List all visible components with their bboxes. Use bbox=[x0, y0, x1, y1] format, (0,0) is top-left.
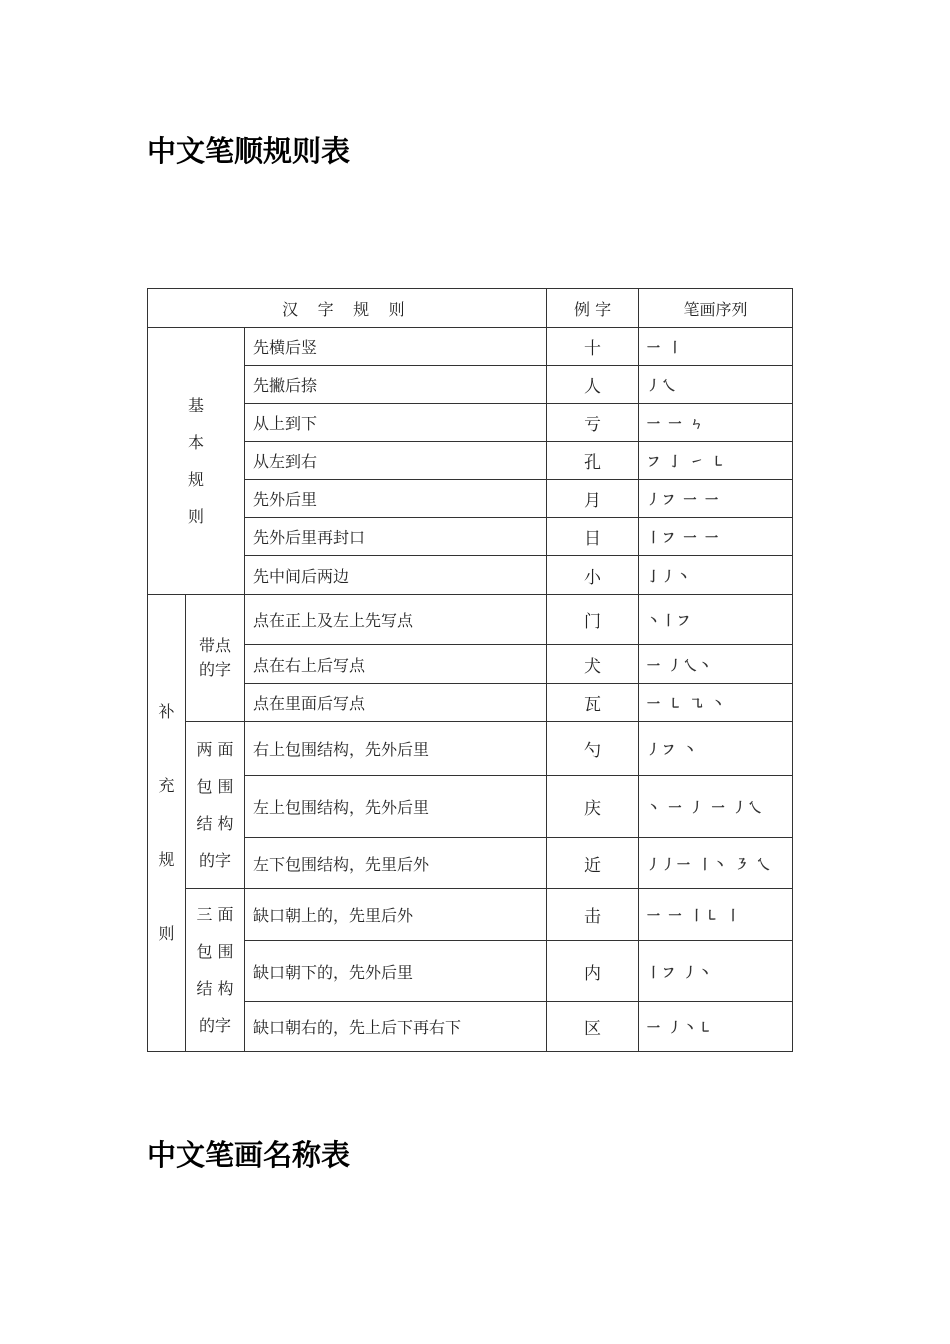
table-row bbox=[148, 645, 793, 684]
table-row bbox=[148, 404, 793, 442]
example-cell: 区 bbox=[547, 1002, 639, 1052]
header-rule: 汉 字 规 则 bbox=[148, 289, 547, 328]
rule-cell: 先外后里再封口 bbox=[245, 518, 547, 556]
sequence-cell: 一 丿乀丶 bbox=[639, 645, 793, 684]
example-cell: 勺 bbox=[547, 722, 639, 776]
rule-cell: 先横后竖 bbox=[245, 328, 547, 366]
sequence-cell: 丿丿一 丨丶 ㇋ 乀 bbox=[639, 838, 793, 889]
rule-cell: 点在正上及左上先写点 bbox=[245, 595, 547, 645]
group-label-supplementary: 补 充 规 则 bbox=[148, 595, 186, 1052]
table-row bbox=[148, 595, 793, 645]
example-cell: 人 bbox=[547, 366, 639, 404]
rule-cell: 点在右上后写点 bbox=[245, 645, 547, 684]
sequence-cell: 丨フ 丿丶 bbox=[639, 941, 793, 1002]
rule-cell: 从上到下 bbox=[245, 404, 547, 442]
table-row bbox=[148, 722, 793, 776]
sequence-cell: 一 丨 bbox=[639, 328, 793, 366]
table-row bbox=[148, 480, 793, 518]
sequence-cell: フ 亅 ㇀ ㇄ bbox=[639, 442, 793, 480]
sequence-cell: 亅丿丶 bbox=[639, 556, 793, 595]
table-row bbox=[148, 442, 793, 480]
table-header-row bbox=[148, 289, 793, 328]
rule-cell: 右上包围结构，先外后里 bbox=[245, 722, 547, 776]
table-row bbox=[148, 366, 793, 404]
rule-cell: 缺口朝下的，先外后里 bbox=[245, 941, 547, 1002]
table-row bbox=[148, 776, 793, 838]
group-label-basic: 基 本 规 则 bbox=[148, 328, 245, 595]
example-cell: 近 bbox=[547, 838, 639, 889]
subgroup-label-three-side: 三 面 包 围 结 构 的字 bbox=[186, 889, 245, 1052]
rule-cell: 缺口朝右的，先上后下再右下 bbox=[245, 1002, 547, 1052]
rule-cell: 从左到右 bbox=[245, 442, 547, 480]
rule-cell: 先外后里 bbox=[245, 480, 547, 518]
example-cell: 内 bbox=[547, 941, 639, 1002]
sequence-cell: 一 丿丶㇄ bbox=[639, 1002, 793, 1052]
page-title: 中文笔顺规则表 bbox=[147, 134, 351, 168]
rule-cell: 缺口朝上的，先里后外 bbox=[245, 889, 547, 941]
header-sequence: 笔画序列 bbox=[639, 289, 793, 328]
example-cell: 门 bbox=[547, 595, 639, 645]
rule-cell: 左上包围结构，先外后里 bbox=[245, 776, 547, 838]
sequence-cell: 一 ㇄ ㇈ 丶 bbox=[639, 684, 793, 722]
table-row bbox=[148, 889, 793, 941]
example-cell: 十 bbox=[547, 328, 639, 366]
example-cell: 小 bbox=[547, 556, 639, 595]
rule-cell: 左下包围结构，先里后外 bbox=[245, 838, 547, 889]
rule-cell: 点在里面后写点 bbox=[245, 684, 547, 722]
stroke-order-rules-table bbox=[147, 288, 793, 1052]
subgroup-label-two-side: 两 面 包 围 结 构 的字 bbox=[186, 722, 245, 889]
sequence-cell: 丿フ 一 一 bbox=[639, 480, 793, 518]
sequence-cell: 丶丨フ bbox=[639, 595, 793, 645]
table-row bbox=[148, 1002, 793, 1052]
example-cell: 庆 bbox=[547, 776, 639, 838]
table-row bbox=[148, 518, 793, 556]
table-row bbox=[148, 556, 793, 595]
table-row bbox=[148, 941, 793, 1002]
table-row bbox=[148, 838, 793, 889]
example-cell: 瓦 bbox=[547, 684, 639, 722]
example-cell: 亏 bbox=[547, 404, 639, 442]
sequence-cell: 一 一 丨㇄ 丨 bbox=[639, 889, 793, 941]
sequence-cell: 丶 一 丿 一 丿乀 bbox=[639, 776, 793, 838]
rule-cell: 先中间后两边 bbox=[245, 556, 547, 595]
example-cell: 击 bbox=[547, 889, 639, 941]
example-cell: 孔 bbox=[547, 442, 639, 480]
sequence-cell: 丨フ 一 一 bbox=[639, 518, 793, 556]
table-row bbox=[148, 684, 793, 722]
table-row bbox=[148, 328, 793, 366]
subgroup-label-dot: 带点 的字 bbox=[186, 595, 245, 722]
example-cell: 犬 bbox=[547, 645, 639, 684]
header-example: 例 字 bbox=[547, 289, 639, 328]
sequence-cell: 丿フ 丶 bbox=[639, 722, 793, 776]
sequence-cell: 一 一 ㄣ bbox=[639, 404, 793, 442]
example-cell: 日 bbox=[547, 518, 639, 556]
sequence-cell: 丿乀 bbox=[639, 366, 793, 404]
section-title: 中文笔画名称表 bbox=[147, 1138, 351, 1172]
rule-cell: 先撇后捺 bbox=[245, 366, 547, 404]
example-cell: 月 bbox=[547, 480, 639, 518]
